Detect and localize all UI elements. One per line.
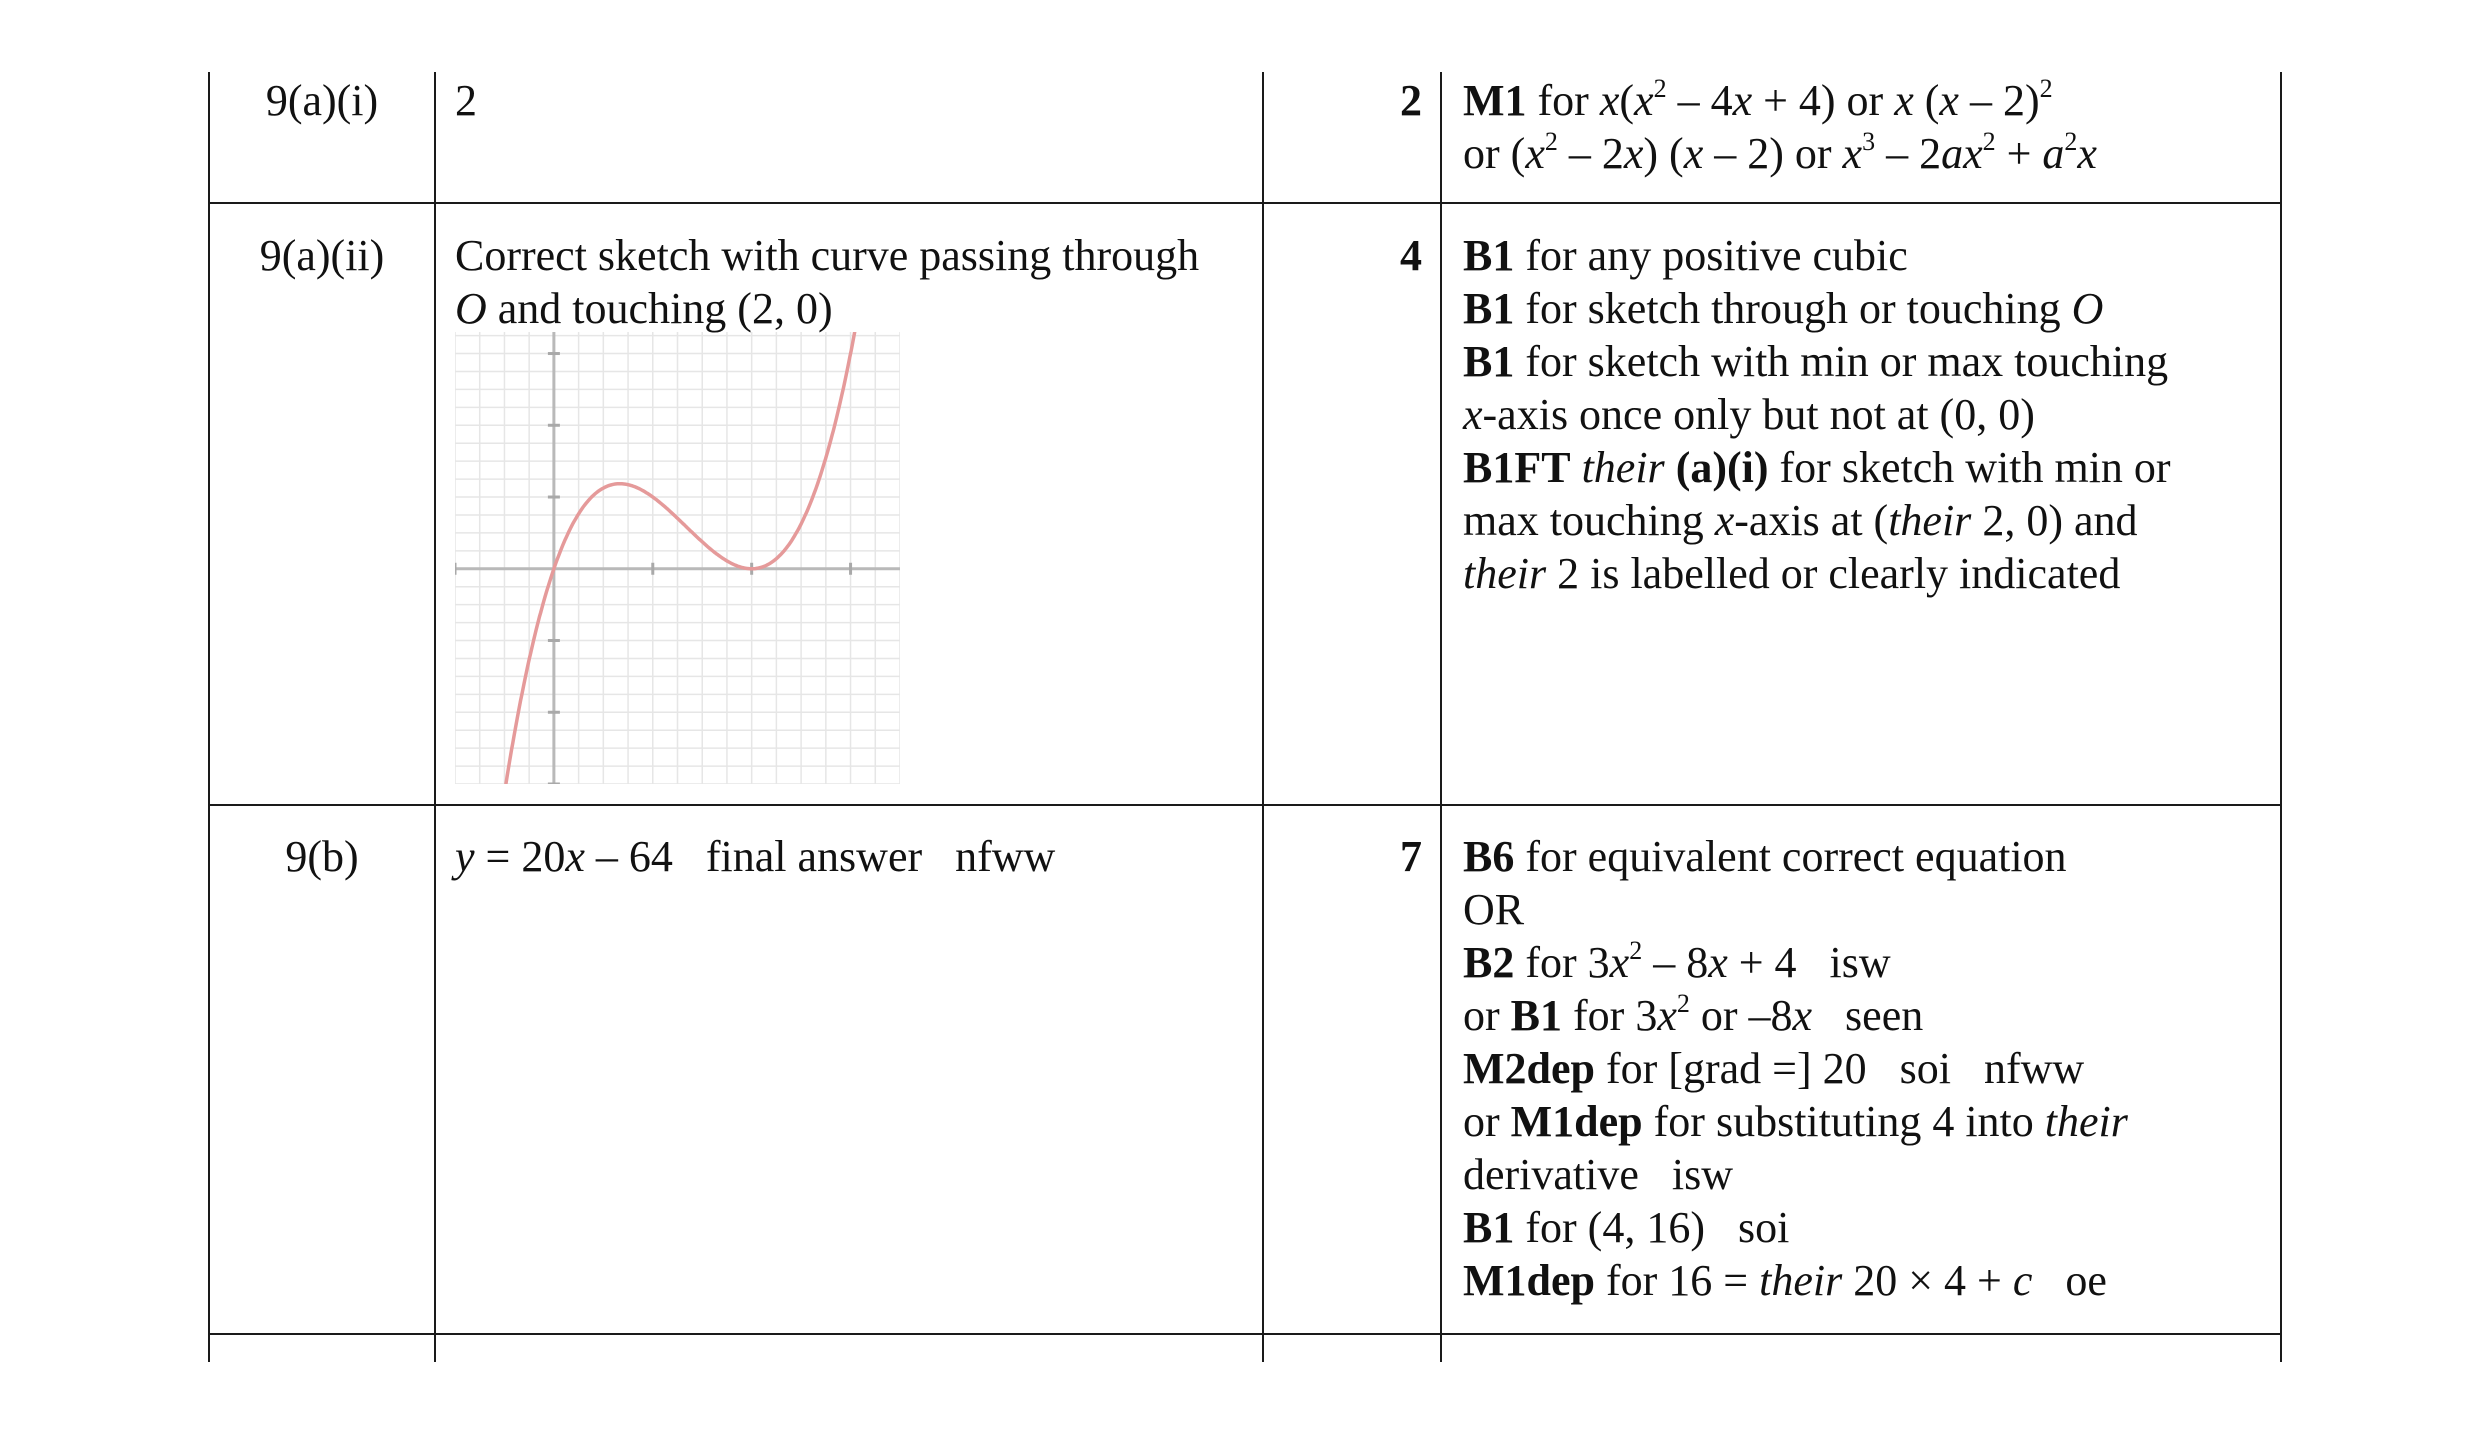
exponent: 2 [1653,74,1667,103]
math-var: x [1732,76,1753,125]
math-var: x [1609,938,1630,987]
guidance-line [1463,936,1891,989]
guidance-line [1463,282,2103,335]
answer-text-rest: and touching (2, 0) [486,284,833,333]
question-number: 9(a)(ii) [259,231,385,280]
guidance-text: their [2044,1097,2128,1146]
guidance-line [1463,388,2035,441]
guidance-text: – 2) [1958,76,2040,125]
cubic-sketch-graph [455,332,900,784]
math-var: x [1792,991,1813,1040]
column-divider-question [434,72,436,1362]
guidance-text: for equivalent correct equation [1514,832,2067,881]
question-number: 9(a)(i) [265,76,379,125]
exponent: 2 [1544,127,1558,156]
guidance-line [1463,1095,2128,1148]
guidance-line [1463,1201,1789,1254]
guidance-line [1463,830,2067,883]
mark-code: B1 [1463,337,1515,386]
math-var: O [2071,284,2104,333]
exponent: 3 [1862,127,1876,156]
sketch-svg [455,332,900,784]
guidance-line [1463,494,2138,547]
marks-value: 2 [1400,76,1422,125]
guidance-text: their [1581,443,1665,492]
row-divider-2 [208,804,2280,806]
guidance-text: for any positive cubic [1514,231,1908,280]
guidance-text: – 2 [1875,129,1942,178]
guidance-text: ) ( [1643,129,1684,178]
math-var: x [1894,76,1914,125]
guidance-text: for sketch with min or [1768,443,2171,492]
table-border-right [2280,72,2282,1362]
cubic-curve [504,332,857,784]
guidance-line [1463,989,1923,1042]
guidance-line [1463,74,2053,127]
guidance-text: or –8 [1689,991,1793,1040]
math-var: a [2042,129,2065,178]
guidance-line [1463,1042,2084,1095]
guidance-text: for 3 [1514,938,1610,987]
guidance-line [1463,127,2097,180]
guidance-text: oe [2032,1256,2107,1305]
guidance-text: for sketch through or touching [1514,284,2072,333]
guidance-text: for 16 = [1595,1256,1760,1305]
mark-code: B1 [1463,231,1515,280]
guidance-text: max touching [1463,496,1715,545]
guidance-text: – 4 [1666,76,1733,125]
guidance-text: 2 is labelled or clearly indicated [1546,549,2121,598]
exponent: 2 [1676,989,1690,1018]
column-divider-marks [1440,72,1442,1362]
guidance-line [1463,1254,2107,1307]
guidance-line: derivative isw [1463,1150,1734,1199]
mark-code: M1dep [1463,1256,1595,1305]
guidance-text: for [grad =] 20 soi nfww [1595,1044,2085,1093]
math-var: x [1525,129,1545,178]
marks-value: 4 [1400,231,1422,280]
guidance-text: + 4) or [1752,76,1895,125]
guidance-line [1463,229,1908,282]
question-number: 9(b) [285,832,359,881]
guidance-line [1463,547,2120,600]
math-var: y [455,832,475,881]
math-var: ax [1941,129,1983,178]
guidance-text: for sketch with min or max touching [1514,337,2169,386]
mark-code: B2 [1463,938,1515,987]
mark-code: M1 [1463,76,1527,125]
guidance-text: – 8 [1642,938,1709,987]
guidance-text: for substituting 4 into [1642,1097,2045,1146]
guidance-text: -axis at ( [1734,496,1889,545]
guidance-text: their [1888,496,1972,545]
mark-code: M2dep [1463,1044,1595,1093]
mark-code: B1 [1510,991,1563,1040]
row-divider-3 [208,1333,2280,1335]
math-var: x [1683,129,1704,178]
exponent: 2 [2064,127,2078,156]
mark-code: B6 [1463,832,1515,881]
answer-text: Correct sketch with curve passing through [455,231,1200,280]
answer-text [455,282,833,335]
guidance-text: for [1526,76,1600,125]
guidance-text: – 2 [1557,129,1624,178]
exponent: 2 [1629,936,1643,965]
math-var: c [2012,1256,2033,1305]
guidance-text: seen [1812,991,1924,1040]
answer-text [455,830,1055,883]
guidance-text: – 2) or [1703,129,1843,178]
part-reference: (a)(i) [1675,443,1769,492]
guidance-text: or ( [1463,129,1526,178]
math-var: x [1842,129,1863,178]
guidance-text: ( [1619,76,1635,125]
guidance-text: + [1995,129,2043,178]
math-var: x [1939,76,1959,125]
math-var: x [2077,129,2097,178]
guidance-text: for 3 [1562,991,1658,1040]
math-var: x [1708,938,1728,987]
math-var: x [1657,991,1677,1040]
guidance-line: OR [1463,885,1525,934]
guidance-text: or [1463,991,1511,1040]
answer-text-part: – 64 final answer nfww [584,832,1056,881]
math-var: x [1599,76,1620,125]
guidance-text: -axis once only but not at (0, 0) [1482,390,2035,439]
answer-text-part: = 20 [474,832,566,881]
math-var: x [1463,390,1483,439]
marks-value: 7 [1400,832,1422,881]
guidance-text: 20 × 4 + [1842,1256,2013,1305]
exponent: 2 [2039,74,2053,103]
guidance-text: their [1759,1256,1843,1305]
mark-code: B1 [1463,284,1515,333]
row-divider-1 [208,202,2280,204]
guidance-text: for (4, 16) soi [1514,1203,1790,1252]
guidance-line [1463,335,2168,388]
mark-code: M1dep [1510,1097,1643,1146]
guidance-text: ( [1913,76,1940,125]
origin-label: O [455,284,487,333]
guidance-line [1463,441,2171,494]
math-var: x [1634,76,1654,125]
exponent: 2 [1982,127,1996,156]
mark-code: B1 [1463,1203,1515,1252]
guidance-text: or [1463,1097,1511,1146]
math-var: x [1714,496,1735,545]
guidance-text: their [1463,549,1547,598]
math-var: x [565,832,585,881]
guidance-text: 2, 0) and [1971,496,2138,545]
answer-text: 2 [455,76,477,125]
mark-code: B1FT [1463,443,1571,492]
math-var: x [1623,129,1644,178]
guidance-text: + 4 isw [1727,938,1891,987]
